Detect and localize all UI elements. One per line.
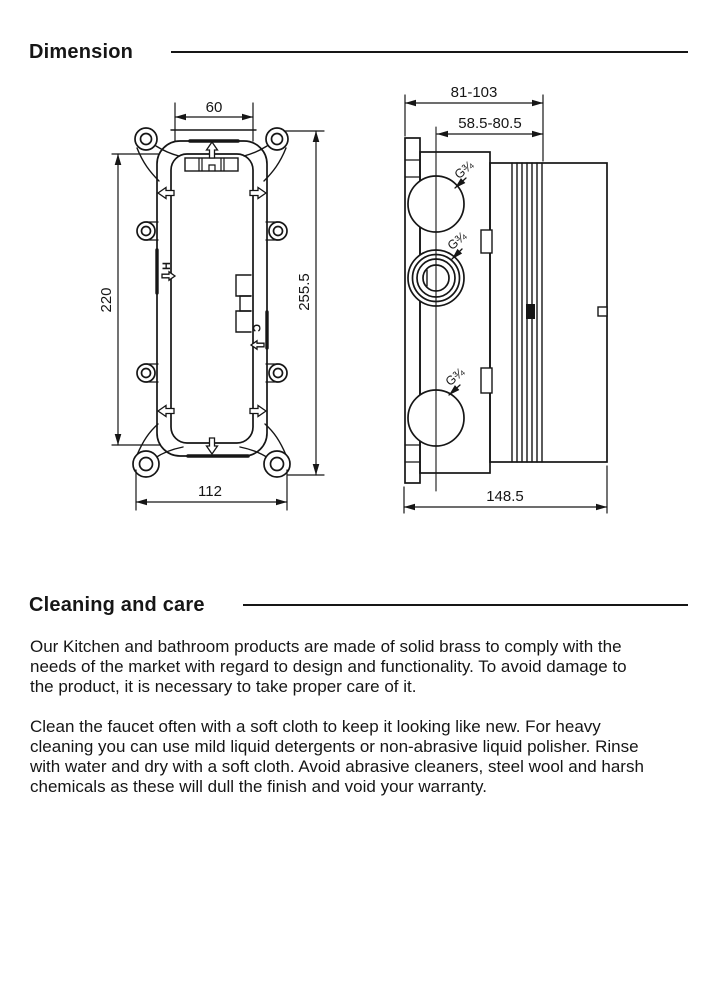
- top-terminal-block: [185, 158, 238, 171]
- side-view-drawing: [404, 84, 607, 513]
- hot-marker-label: H: [161, 262, 173, 270]
- dim-bottom-width-label: 112: [198, 483, 222, 500]
- care-paragraph-2-line: Clean the faucet often with a soft cloth to keep it looking like new. For heavy: [30, 717, 601, 736]
- care-paragraph-1-line: needs of the market with regard to design and functionality. To avoid damage to: [30, 657, 627, 676]
- care-paragraph-1-line: Our Kitchen and bathroom products are made of solid brass to comply with the: [30, 637, 622, 656]
- dim-top-width-label: 60: [205, 99, 223, 116]
- dim-inner-height: [112, 154, 160, 445]
- hot-inlet-arrow: [162, 272, 175, 280]
- thread-label-bottom: G¾: [442, 365, 468, 389]
- dim-inner-height-label: 220: [98, 287, 115, 313]
- cleaning-header-rule: [243, 604, 688, 606]
- thread-label-top: G¾: [451, 158, 477, 182]
- care-paragraph-2-line: chemicals as these will dull the finish and void your warranty.: [30, 777, 488, 796]
- front-view-drawing: [98, 99, 324, 510]
- care-paragraph-2-line: with water and dry with a soft cloth. Avoid abrasive cleaners, steel wool and harsh: [30, 757, 644, 776]
- dim-overall-height-label: 255.5: [296, 273, 313, 311]
- cleaning-section-title: Cleaning and care: [29, 593, 205, 616]
- cleaning-section-header: [29, 592, 688, 618]
- dim-depth-total-label: 148.5: [486, 488, 524, 505]
- care-paragraph-1: [30, 637, 627, 697]
- care-paragraph-1-line: the product, it is necessary to take proper care of it.: [30, 677, 417, 696]
- protection-sleeve: [490, 163, 607, 462]
- cold-marker-label: C: [250, 324, 262, 332]
- dimension-section-title: Dimension: [29, 40, 134, 63]
- care-paragraph-2: [30, 717, 644, 797]
- dim-depth-inner-label: 58.5-80.5: [458, 115, 522, 132]
- dim-depth-overall-label: 81-103: [450, 84, 498, 101]
- thread-label-middle: G¾: [444, 229, 470, 253]
- cartridge-clip: [236, 275, 251, 332]
- care-paragraph-2-line: cleaning you can use mild liquid detergents or non-abrasive liquid polisher. Rinse: [30, 737, 639, 756]
- flow-direction-arrows: [158, 142, 266, 454]
